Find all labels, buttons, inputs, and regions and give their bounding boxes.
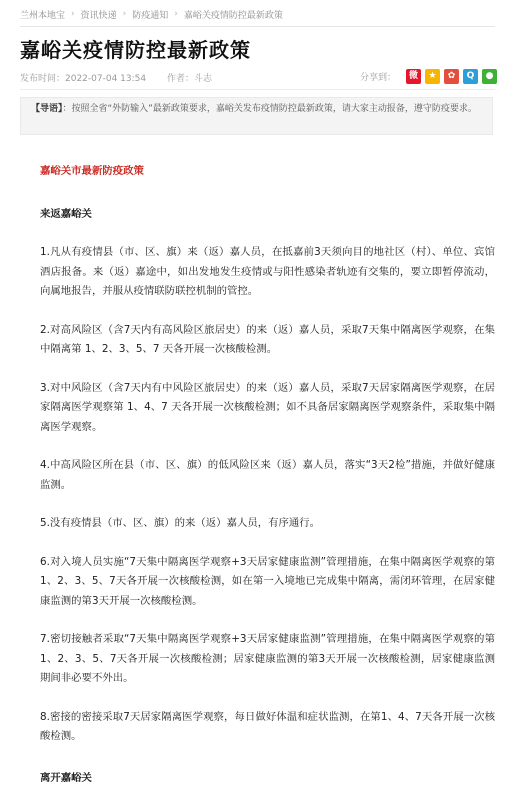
- breadcrumb-current: 嘉峪关疫情防控最新政策: [183, 10, 283, 21]
- moments-share-icon[interactable]: ✿: [444, 69, 459, 84]
- policy-item: 6.对入境人员实施“7天集中隔离医学观察+3天居家健康监测”管理措施，在集中隔离医学观察的第1、2、3、5、7天各开展一次核酸检测，如在第一入境地已完成集中隔离，需闭环管理，在居家健康监测的第3天开展一次核酸检测。: [40, 555, 495, 607]
- publish-time: 发布时间：2022-07-04 13:54: [20, 74, 147, 84]
- divider: [20, 89, 495, 90]
- article-red-heading: 嘉峪关市最新防疫政策: [40, 165, 144, 177]
- article-meta: [20, 71, 230, 84]
- policy-item: 7.密切接触者采取“7天集中隔离医学观察+3天居家健康监测”管理措施，在集中隔离医学观察的第1、2、3、5、7天各开展一次核酸检测；居家健康监测的第3天开展一次核酸检测，居家健康监测期间非必要不外出。: [40, 633, 495, 684]
- breadcrumb-news-link[interactable]: 资讯快递: [80, 10, 117, 21]
- wechat-share-icon[interactable]: ●: [482, 69, 497, 84]
- breadcrumb-separator: ›: [122, 9, 127, 19]
- summary-text: ：按照全省“外防输入”最新政策要求，嘉峪关发布疫情防控最新政策，请大家主动报备，遵守防疫要求。: [62, 104, 477, 114]
- qzone-share-icon[interactable]: ★: [425, 69, 440, 84]
- share-bar: [360, 67, 497, 85]
- breadcrumb-notice-link[interactable]: 防疫通知: [132, 10, 169, 21]
- policy-item: 2.对高风险区（含7天内有高风险区旅居史）的来（返）嘉人员，采取7天集中隔离医学观察，在集中隔离第 1、2、3、5、7 天各开展一次核酸检测。: [40, 323, 495, 355]
- section-heading-arrive: 来返嘉峪关: [40, 207, 92, 220]
- divider: [20, 26, 495, 27]
- policy-item: 5.没有疫情县（市、区、旗）的来（返）嘉人员，有序通行。: [40, 517, 321, 529]
- summary-box: [20, 97, 493, 135]
- breadcrumb: [20, 6, 283, 22]
- qq-share-icon[interactable]: Q: [463, 69, 478, 84]
- weibo-share-icon[interactable]: 微: [406, 69, 421, 84]
- author: 作者：斗志: [166, 74, 212, 84]
- breadcrumb-home-link[interactable]: 兰州本地宝: [20, 10, 66, 21]
- policy-item: 1.凡从有疫情县（市、区、旗）来（返）嘉人员，在抵嘉前3天须向目的地社区（村）、单位、宾馆酒店报备。来（返）嘉途中，如出发地发生疫情或与阳性感染者轨迹有交集的，要立即暂停流动，向属地报告，并服从疫情联防联控机制的管控。: [40, 246, 495, 297]
- breadcrumb-separator: ›: [71, 9, 75, 19]
- share-label: 分享到：: [359, 72, 396, 83]
- policy-item: 8.密接的密接采取7天居家隔离医学观察，每日做好体温和症状监测，在第1、4、7天各开展一次核酸检测。: [40, 710, 495, 742]
- breadcrumb-separator: ›: [174, 9, 178, 19]
- policy-item: 3.对中风险区（含7天内有中风险区旅居史）的来（返）嘉人员，采取7天居家隔离医学观察，在居家隔离医学观察第 1、4、7 天各开展一次核酸检测；如不具备居家隔离医学观察条件，采取集中隔离医学观察。: [40, 381, 495, 433]
- policy-item: 4.中高风险区所在县（市、区、旗）的低风险区来（返）嘉人员，落实“3天2检”措施，并做好健康监测。: [40, 459, 495, 491]
- page-title: 嘉峪关疫情防控最新政策: [20, 38, 251, 62]
- summary-tag: 【导语】: [31, 104, 63, 114]
- article-body: [40, 162, 495, 807]
- section-heading-leave: 离开嘉峪关: [40, 771, 92, 784]
